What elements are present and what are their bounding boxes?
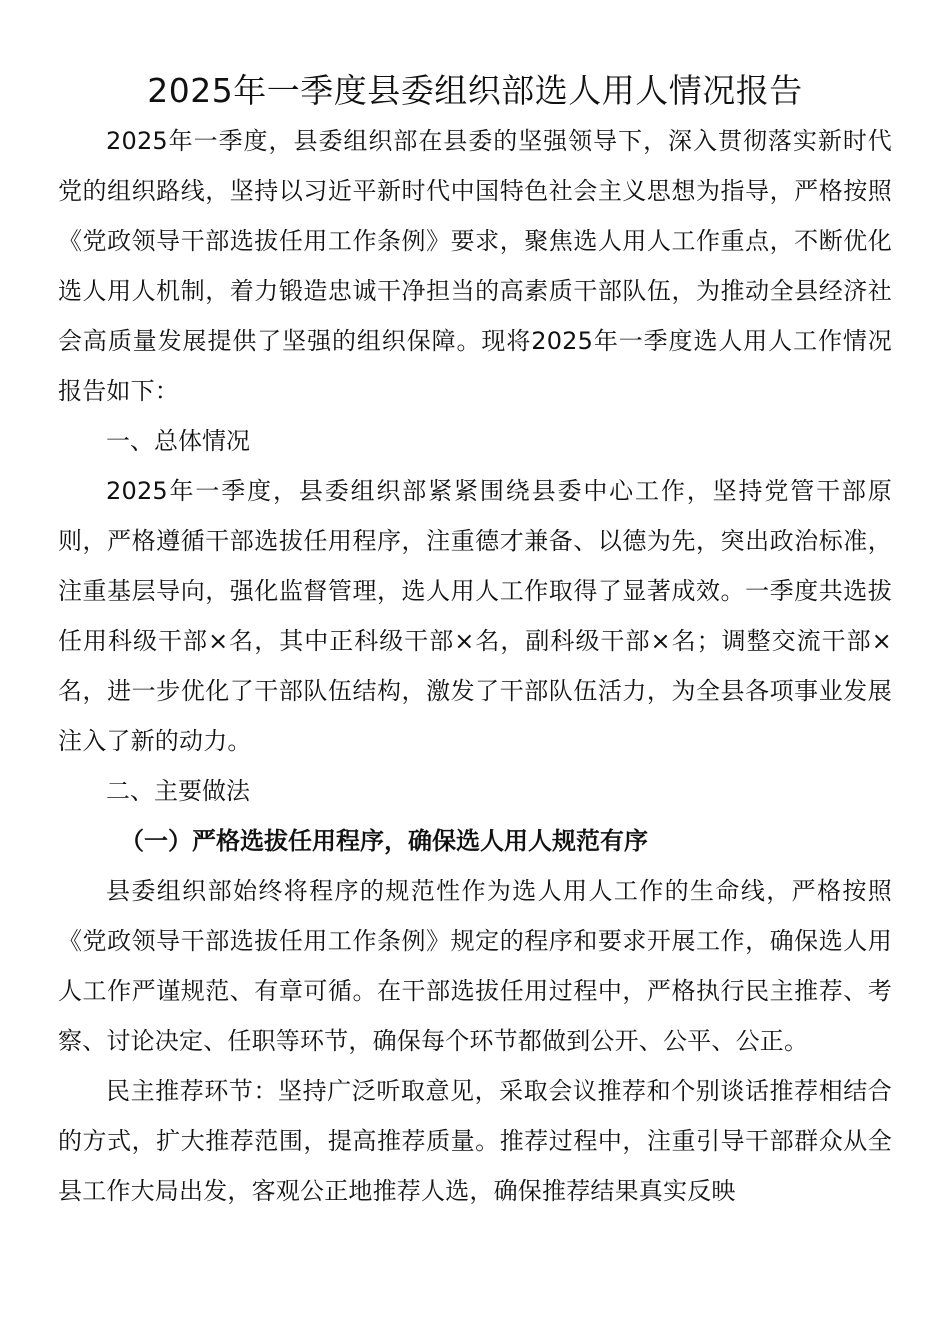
- intro-paragraph: 2025年一季度，县委组织部在县委的坚强领导下，深入贯彻落实新时代党的组织路线，坚持以习近平新时代中国特色社会主义思想为指导，严格按照《党政领导干部选拔任用工作条例》要求，聚焦选人用人工作重点，不断优化选人用人机制，着力锻造忠诚干净担当的高素质干部队伍，为推动全县经济社会高质量发展提供了坚强的组织保障。现将2025年一季度选人用人工作情况报告如下：: [58, 127, 892, 405]
- section-body-overall: 2025年一季度，县委组织部紧紧围绕县委中心工作，坚持党管干部原则，严格遵循干部选拔任用程序，注重德才兼备、以德为先，突出政治标准，注重基层导向，强化监督管理，选人用人工作取得了显著成效。一季度共选拔任用科级干部×名，其中正科级干部×名，副科级干部×名；调整交流干部×名，进一步优化了干部队伍结构，激发了干部队伍活力，为全县各项事业发展注入了新的动力。: [58, 477, 892, 755]
- document-page: [58, 66, 892, 1216]
- section-heading-overall: 一、总体情况: [106, 427, 250, 455]
- subsection-body-procedure: 县委组织部始终将程序的规范性作为选人用人工作的生命线，严格按照《党政领导干部选拔任用工作条例》规定的程序和要求开展工作，确保选人用人工作严谨规范、有章可循。在干部选拔任用过程中，严格执行民主推荐、考察、讨论决定、任职等环节，确保每个环节都做到公开、公平、公正。: [58, 877, 892, 1055]
- subsection-body-recommendation: 民主推荐环节：坚持广泛听取意见，采取会议推荐和个别谈话推荐相结合的方式，扩大推荐范围，提高推荐质量。推荐过程中，注重引导干部群众从全县工作大局出发，客观公正地推荐人选，确保推荐结果真实反映: [58, 1077, 892, 1205]
- subsection-heading-procedure: （一）严格选拔任用程序，确保选人用人规范有序: [120, 827, 648, 855]
- section-heading-methods: 二、主要做法: [106, 777, 250, 805]
- document-title: 2025年一季度县委组织部选人用人情况报告: [147, 71, 803, 110]
